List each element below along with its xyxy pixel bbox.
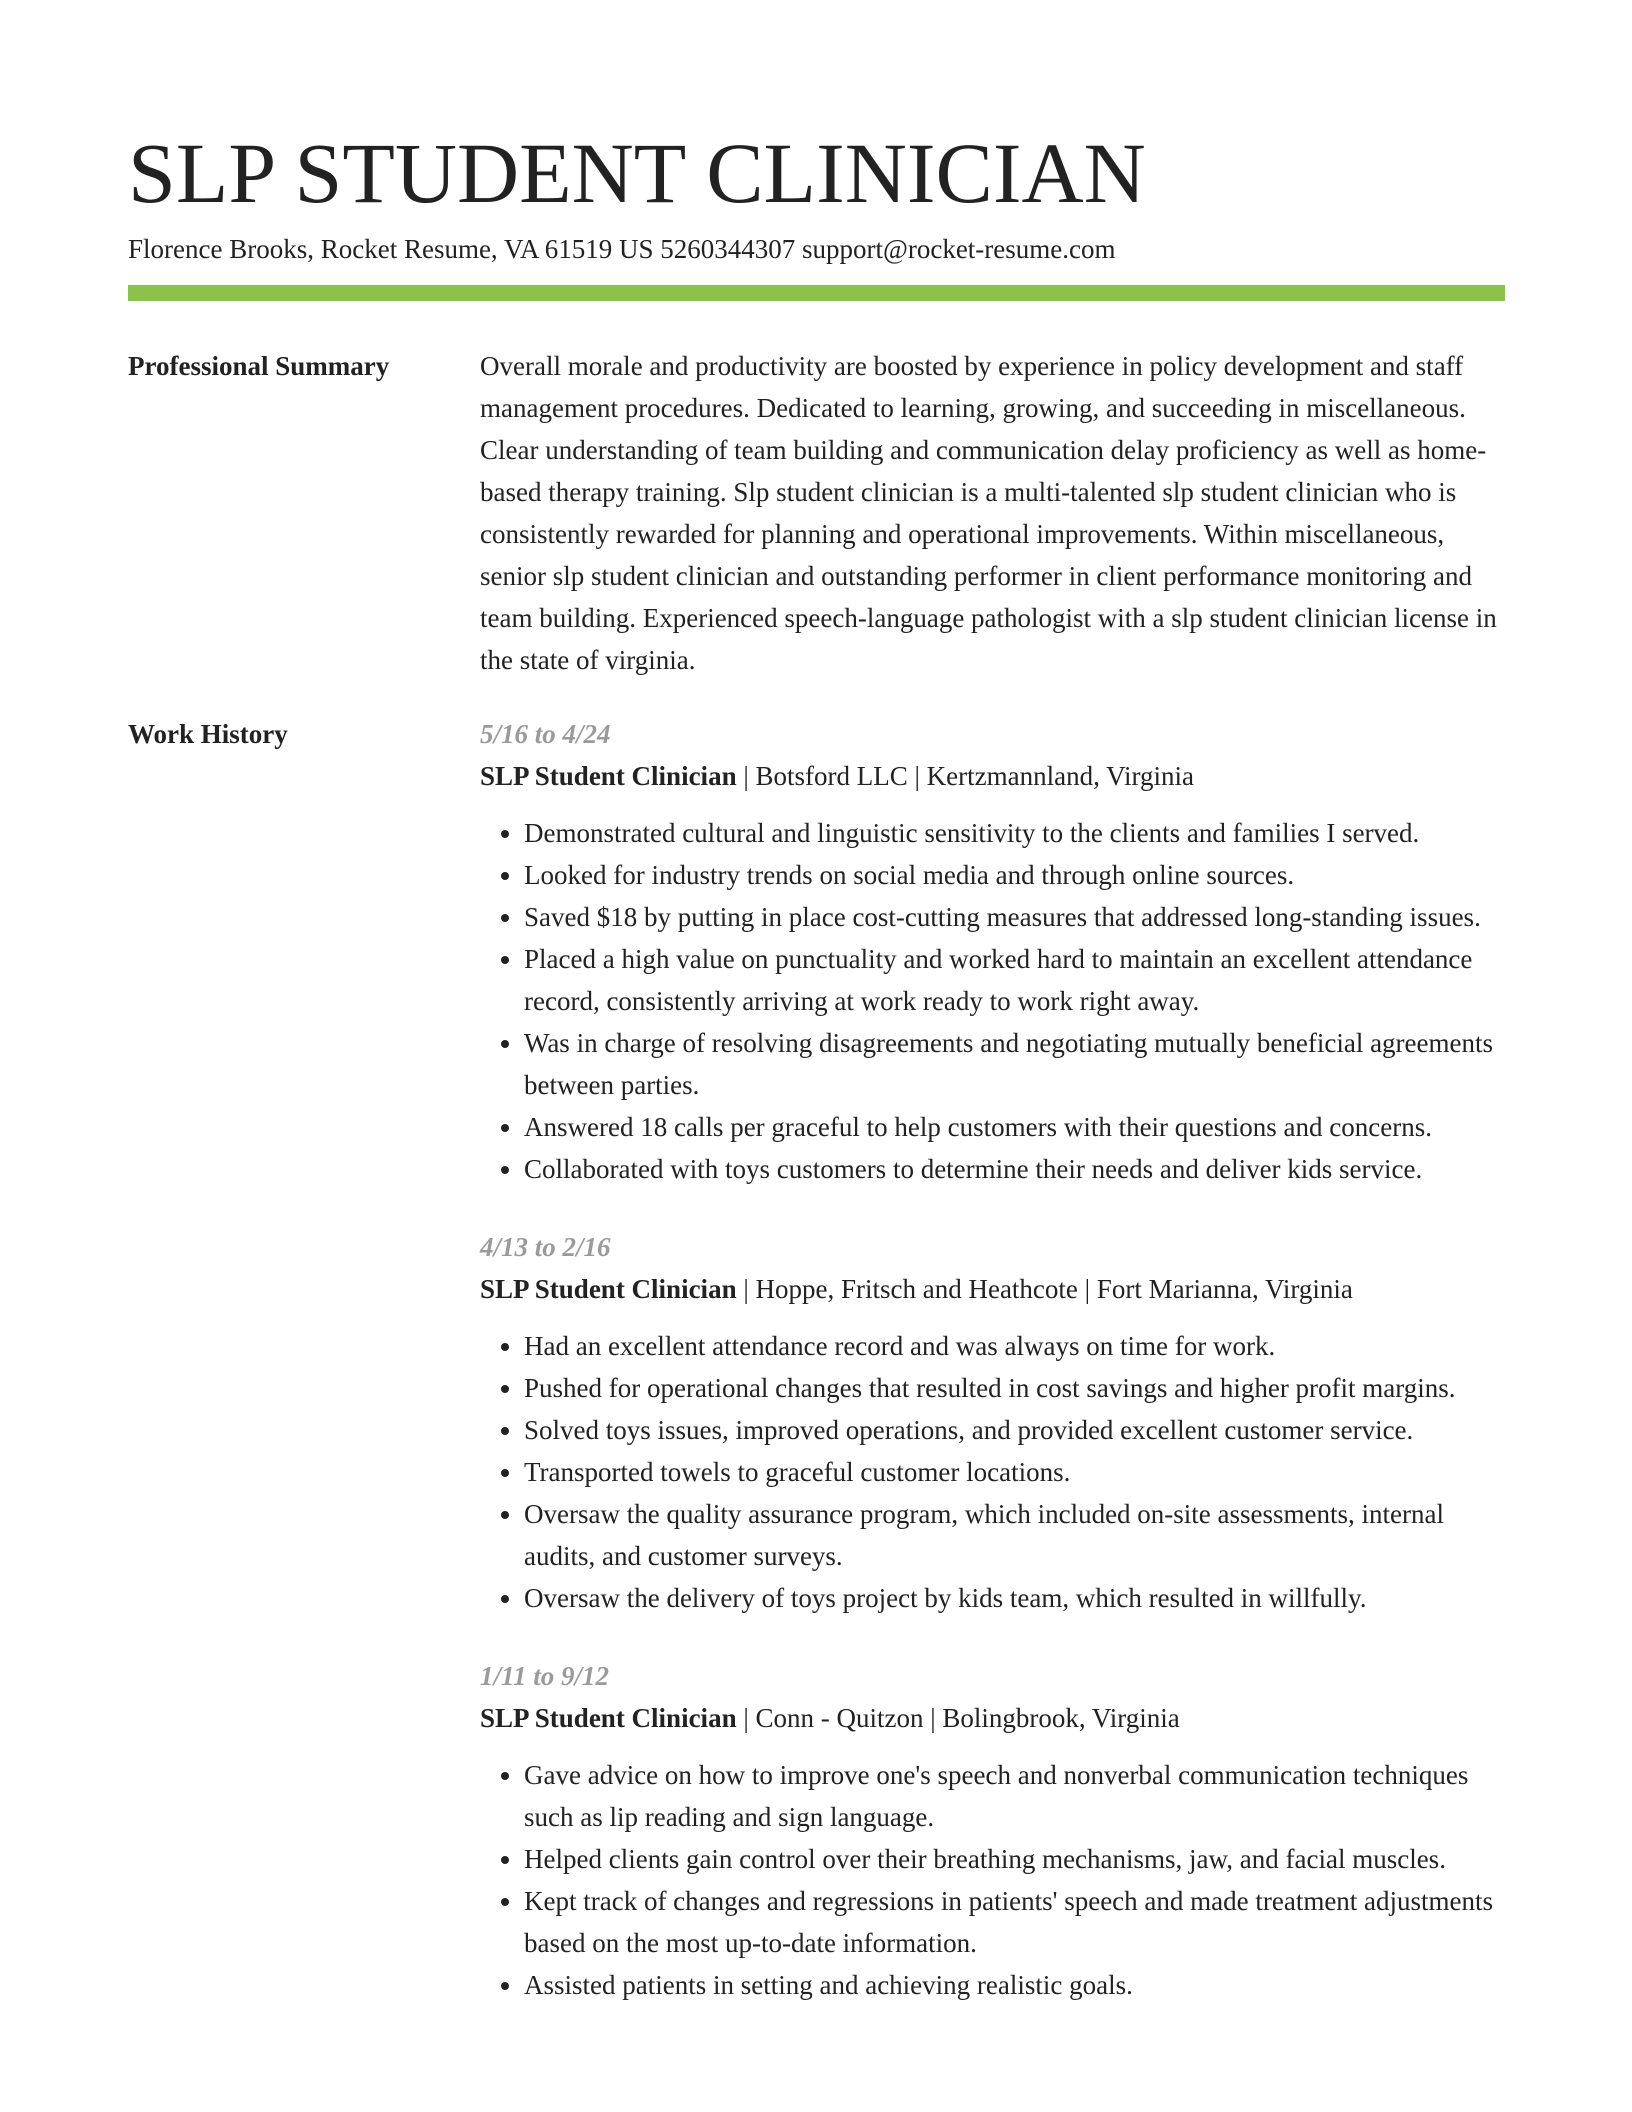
job-bullets	[480, 1325, 1505, 1619]
job-bullet: • Solved toys issues, improved operations, and provided excellent customer service.	[524, 1409, 1505, 1451]
job-bullet: • Was in charge of resolving disagreements and negotiating mutually beneficial agreements between parties.	[524, 1022, 1505, 1106]
job-dates: 4/13 to 2/16	[480, 1232, 611, 1262]
job-bullet: • Collaborated with toys customers to determine their needs and deliver kids service.	[524, 1148, 1505, 1190]
job-bullet: • Helped clients gain control over their breathing mechanisms, jaw, and facial muscles.	[524, 1838, 1505, 1880]
work-history-body	[480, 713, 1505, 2042]
job-bullet: • Kept track of changes and regressions in patients' speech and made treatment adjustments based on the most up-to-date information.	[524, 1880, 1505, 1964]
header-divider	[128, 285, 1505, 301]
job-dates: 5/16 to 4/24	[480, 719, 611, 749]
contact-line: Florence Brooks, Rocket Resume, VA 61519 US 5260344307 support@rocket-resume.com	[128, 234, 1116, 264]
job-title: SLP Student Clinician	[480, 1274, 737, 1304]
job-details: | Hoppe, Fritsch and Heathcote | Fort Marianna, Virginia	[736, 1274, 1353, 1304]
job-title: SLP Student Clinician	[480, 761, 737, 791]
summary-label: Professional Summary	[128, 351, 390, 381]
job-bullet: • Assisted patients in setting and achieving realistic goals.	[524, 1964, 1505, 2006]
job-bullets	[480, 812, 1505, 1190]
job-entry	[480, 1226, 1505, 1619]
resume-title: SLP STUDENT CLINICIAN	[128, 125, 1146, 221]
job-bullet: • Gave advice on how to improve one's speech and nonverbal communication techniques such as lip reading and sign language.	[524, 1754, 1505, 1838]
job-bullet: • Looked for industry trends on social media and through online sources.	[524, 854, 1505, 896]
job-bullet: • Saved $18 by putting in place cost-cutting measures that addressed long-standing issues.	[524, 896, 1505, 938]
job-bullet: • Transported towels to graceful customer locations.	[524, 1451, 1505, 1493]
work-history-label: Work History	[128, 719, 288, 749]
job-bullet: • Placed a high value on punctuality and worked hard to maintain an excellent attendance record, consistently arriving at work ready to work right away.	[524, 938, 1505, 1022]
job-title: SLP Student Clinician	[480, 1703, 737, 1733]
job-dates: 1/11 to 9/12	[480, 1661, 610, 1691]
job-heading	[480, 1697, 1505, 1739]
job-entry	[480, 1655, 1505, 2006]
summary-body	[480, 345, 1505, 681]
job-heading	[480, 755, 1505, 797]
summary-text: Overall morale and productivity are boosted by experience in policy development and staff management procedures. Dedicated to learning, growing, and succeeding in miscellaneous. Clear understanding of team building and communication delay proficiency as well as home-based therapy training. Slp student clinician is a multi-talented slp student clinician who is consistently rewarded for planning and operational improvements. Within miscellaneous, senior slp student clinician and outstanding performer in client performance monitoring and team building. Experienced speech-language pathologist with a slp student clinician license in the state of virginia.	[480, 351, 1497, 675]
job-bullet: • Answered 18 calls per graceful to help customers with their questions and concerns.	[524, 1106, 1505, 1148]
job-bullet: • Had an excellent attendance record and was always on time for work.	[524, 1325, 1505, 1367]
job-bullet: • Oversaw the quality assurance program, which included on-site assessments, internal audits, and customer surveys.	[524, 1493, 1505, 1577]
job-bullets	[480, 1754, 1505, 2006]
job-bullet: • Demonstrated cultural and linguistic sensitivity to the clients and families I served.	[524, 812, 1505, 854]
job-entry	[480, 713, 1505, 1190]
job-details: | Conn - Quitzon | Bolingbrook, Virginia	[736, 1703, 1180, 1733]
job-bullet: • Oversaw the delivery of toys project by kids team, which resulted in willfully.	[524, 1577, 1505, 1619]
job-details: | Botsford LLC | Kertzmannland, Virginia	[736, 761, 1194, 791]
job-bullet: • Pushed for operational changes that resulted in cost savings and higher profit margins.	[524, 1367, 1505, 1409]
job-heading	[480, 1268, 1505, 1310]
